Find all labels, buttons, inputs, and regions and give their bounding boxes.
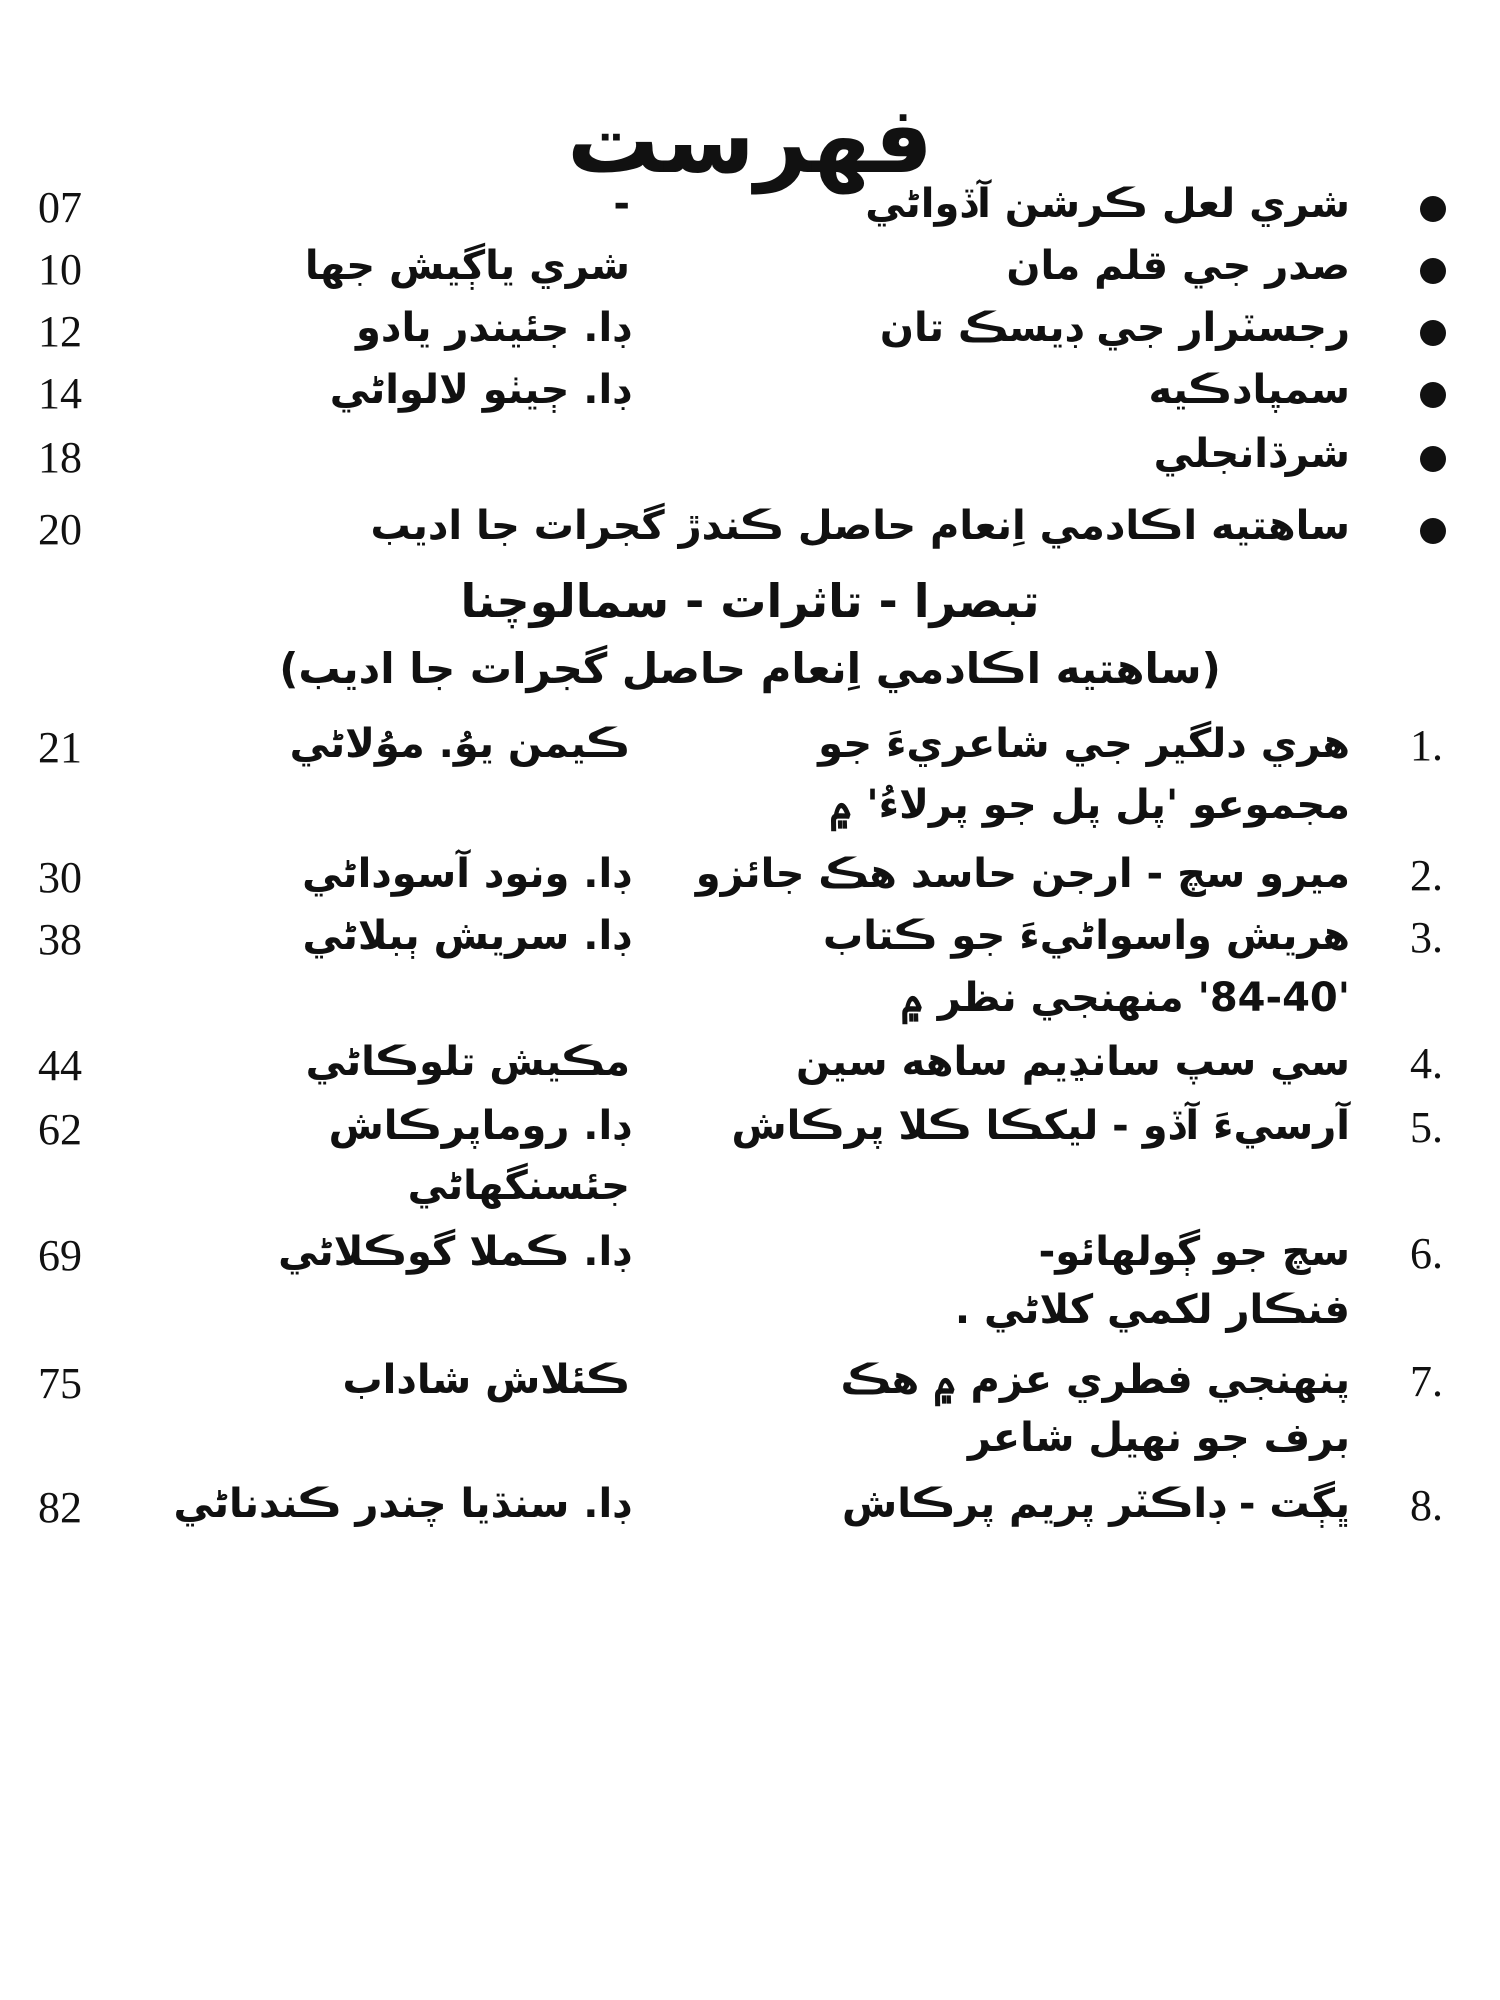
toc-entry — [0, 1354, 1500, 1424]
page-number: 62 — [38, 1105, 82, 1154]
entry-author: - — [613, 181, 630, 227]
entry-author: مڪيش تلوڪاڻي — [305, 1039, 630, 1085]
entry-title: پنهنجي فطري عزم ۾ هڪ — [840, 1357, 1350, 1403]
entry-title-continued: فنڪار لکمي کلاڻي . — [954, 1287, 1350, 1333]
bullet-icon — [1420, 382, 1446, 408]
entry-title: ڀڳت - ڊاڪٽر پريم پرڪاش — [842, 1481, 1350, 1527]
page-number: 12 — [38, 307, 82, 356]
bullet-icon — [1420, 518, 1446, 544]
entry-number: 8. — [1410, 1481, 1443, 1530]
page-number: 14 — [38, 369, 82, 418]
entry-number: 5. — [1410, 1103, 1443, 1152]
toc-entry — [0, 364, 1500, 434]
entry-author: ڊا. ونود آسوداڻي — [302, 851, 630, 897]
entry-author: شري ياڳيش جها — [304, 243, 630, 289]
entry-title: آرسيءَ آڏو - ليکڪا ڪلا پرڪاش — [731, 1103, 1350, 1149]
entry-title-continued: مجموعو 'پل پل جو پرلاءُ' ۾ — [829, 782, 1350, 828]
page-number: 07 — [38, 183, 82, 232]
entry-author: ڪئلاش شاداب — [342, 1357, 630, 1403]
entry-title: شري لعل ڪرشن آڏواڻي — [865, 181, 1350, 227]
entry-title: هري دلگير جي شاعريءَ جو — [818, 721, 1350, 767]
bullet-icon — [1420, 258, 1446, 284]
entry-author-continued: جئسنگهاڻي — [407, 1163, 630, 1209]
page-number: 44 — [38, 1041, 82, 1090]
toc-entry — [0, 718, 1500, 788]
toc-entry — [0, 240, 1500, 310]
entry-author: ڊا. روماپرڪاش — [328, 1103, 630, 1149]
entry-author: ڪيمن يوُ. موُلاڻي — [289, 721, 630, 767]
bullet-icon — [1420, 196, 1446, 222]
entry-number: 3. — [1410, 913, 1443, 962]
toc-entry — [0, 1226, 1500, 1296]
page-title: فهرست — [566, 87, 934, 194]
page-number: 10 — [38, 245, 82, 294]
page-number: 38 — [38, 915, 82, 964]
bullet-icon — [1420, 446, 1446, 472]
entry-number: 7. — [1410, 1357, 1443, 1406]
toc-entry — [0, 848, 1500, 918]
section-subheading: (ساهتيه اڪادمي اِنعام حاصل گجرات جا اديب) — [279, 644, 1221, 693]
entry-title: ميرو سچ - ارجن حاسد هڪ جائزو — [695, 851, 1350, 897]
entry-title-continued: '84-40' منهنجي نظر ۾ — [900, 975, 1350, 1021]
entry-author: ڊا. جئيندر يادو — [356, 305, 630, 351]
entry-author: ڊا. ڄيٺو لالواڻي — [329, 367, 630, 413]
toc-entry — [0, 500, 1500, 570]
toc-entry — [0, 428, 1500, 498]
entry-author: ڊا. ڪملا گوڪلاڻي — [278, 1229, 630, 1275]
toc-entry — [0, 1100, 1500, 1170]
page-number: 82 — [38, 1483, 82, 1532]
bullet-icon — [1420, 320, 1446, 346]
entry-title: سچ جو ڳولهائو- — [1038, 1229, 1350, 1275]
entry-title: هريش واسواڻيءَ جو ڪتاب — [823, 913, 1350, 959]
entry-author: ڊا. سنڌيا چندر ڪندناڻي — [173, 1481, 630, 1527]
page-number: 18 — [38, 433, 82, 482]
entry-title: سمپادڪيه — [1148, 367, 1350, 413]
toc-entry — [0, 910, 1500, 980]
entry-author: ڊا. سريش ٻبلاڻي — [302, 913, 630, 959]
toc-entry — [0, 1036, 1500, 1106]
entry-title: شرڌانجلي — [1153, 431, 1350, 477]
toc-entry — [0, 1478, 1500, 1548]
toc-entry — [0, 302, 1500, 372]
entry-title: سي سپ سانڍيم ساهه سين — [795, 1039, 1350, 1085]
page-number: 30 — [38, 853, 82, 902]
entry-title: رجسٽرار جي ڊيسڪ تان — [879, 305, 1350, 351]
entry-number: 6. — [1410, 1229, 1443, 1278]
page-number: 20 — [38, 505, 82, 554]
entry-number: 4. — [1410, 1039, 1443, 1088]
entry-title: ساهتيه اڪادمي اِنعام حاصل ڪندڙ گجرات جا اديب — [370, 503, 1350, 549]
entry-number: 1. — [1410, 721, 1443, 770]
entry-title: صدر جي قلم مان — [1006, 243, 1350, 289]
page-number: 21 — [38, 723, 82, 772]
entry-title-continued: برف جو نهيل شاعر — [967, 1415, 1350, 1461]
page-number: 75 — [38, 1359, 82, 1408]
entry-number: 2. — [1410, 851, 1443, 900]
section-heading: تبصرا - تاثرات - سمالوچنا — [460, 574, 1040, 628]
toc-entry — [0, 178, 1500, 248]
page-number: 69 — [38, 1231, 82, 1280]
